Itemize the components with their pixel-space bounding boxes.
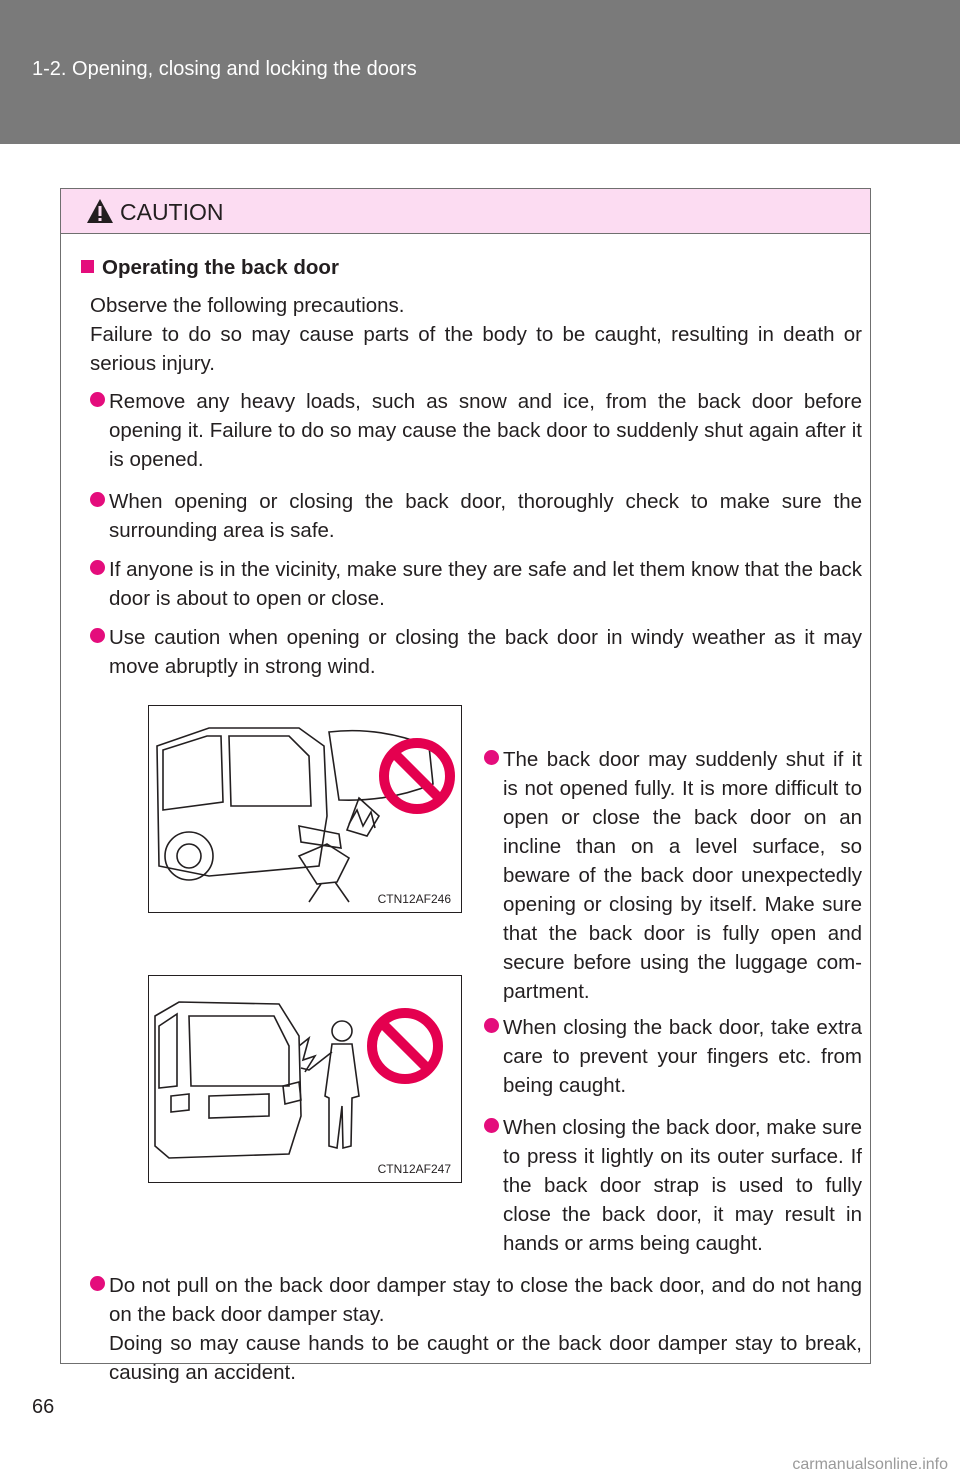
caution-title: CAUTION bbox=[120, 199, 224, 225]
bullet-item bbox=[484, 745, 862, 1006]
suv-illustration-2 bbox=[149, 976, 461, 1182]
bullet-text: Remove any heavy loads, such as snow and ice, from the back door before opening it. Failure to do so may cause the back door to suddenly shut again after it is opened. bbox=[109, 390, 862, 471]
bullet-dot-icon bbox=[484, 1118, 499, 1133]
suv-illustration-1 bbox=[149, 706, 461, 912]
bullet-item bbox=[90, 487, 862, 545]
bullet-dot-icon bbox=[484, 750, 499, 765]
square-bullet-icon bbox=[81, 260, 94, 273]
caution-header bbox=[61, 189, 870, 234]
bullet-item bbox=[90, 623, 862, 681]
bullet-item bbox=[90, 387, 862, 474]
bullet-dot-icon bbox=[90, 560, 105, 575]
bullet-dot-icon bbox=[90, 492, 105, 507]
bullet-text: Use caution when opening or closing the back door in windy weather as it may move abruptly in strong wind. bbox=[109, 626, 862, 678]
bullet-dot-icon bbox=[90, 628, 105, 643]
intro-line-2: Failure to do so may cause parts of the body to be caught, resulting in death or serious injury. bbox=[90, 323, 862, 375]
prohibition-icon bbox=[372, 1013, 438, 1079]
bullet-text: When closing the back door, take extra care to prevent your fingers etc. from being caught. bbox=[503, 1016, 862, 1097]
bullet-text: Do not pull on the back door damper stay to close the back door, and do not hang on the back door damper stay. bbox=[109, 1274, 862, 1326]
figure-code: CTN12AF247 bbox=[377, 1162, 451, 1176]
bullet-dot-icon bbox=[90, 392, 105, 407]
bullet-item bbox=[90, 555, 862, 613]
warning-icon bbox=[85, 197, 115, 225]
figure-code: CTN12AF246 bbox=[377, 892, 451, 906]
bullet-text-continued: Doing so may cause hands to be caught or the back door damper stay to break, causing an accident. bbox=[109, 1332, 862, 1384]
bullet-item bbox=[484, 1013, 862, 1100]
heading-text: Operating the back door bbox=[102, 256, 339, 279]
bullet-text: When closing the back door, make sure to press it lightly on its outer surface. If the back door strap is used to fully close the back door, it may result in hands or arms being caught. bbox=[503, 1116, 862, 1255]
section-title: 1-2. Opening, closing and locking the doors bbox=[32, 58, 417, 80]
illustration-back-door-shut bbox=[148, 705, 462, 913]
bullet-item bbox=[90, 1271, 862, 1387]
prohibition-icon bbox=[384, 743, 450, 809]
bullet-dot-icon bbox=[484, 1018, 499, 1033]
bullet-item bbox=[484, 1113, 862, 1258]
page-number: 66 bbox=[32, 1396, 55, 1418]
caution-box bbox=[60, 188, 871, 1384]
intro-line-1: Observe the following precautions. bbox=[90, 294, 405, 317]
bullet-text: The back door may suddenly shut if it is not opened fully. It is more difficult to open or close the back door on an incline than on a level surface, so beware of the back door unexpectedly opening or closing by itself. Make sure that the back door is fully open and secure before using the luggage com-partment. bbox=[503, 748, 862, 1003]
bullet-text: If anyone is in the vicinity, make sure they are safe and let them know that the back door is about to open or close. bbox=[109, 558, 862, 610]
section-heading bbox=[81, 253, 339, 282]
bullet-text: When opening or closing the back door, thoroughly check to make sure the surrounding area is safe. bbox=[109, 490, 862, 542]
page-header bbox=[0, 0, 960, 144]
bullet-dot-icon bbox=[90, 1276, 105, 1291]
illustration-closing-back-door bbox=[148, 975, 462, 1183]
footer-watermark: carmanualsonline.info bbox=[792, 1456, 948, 1473]
